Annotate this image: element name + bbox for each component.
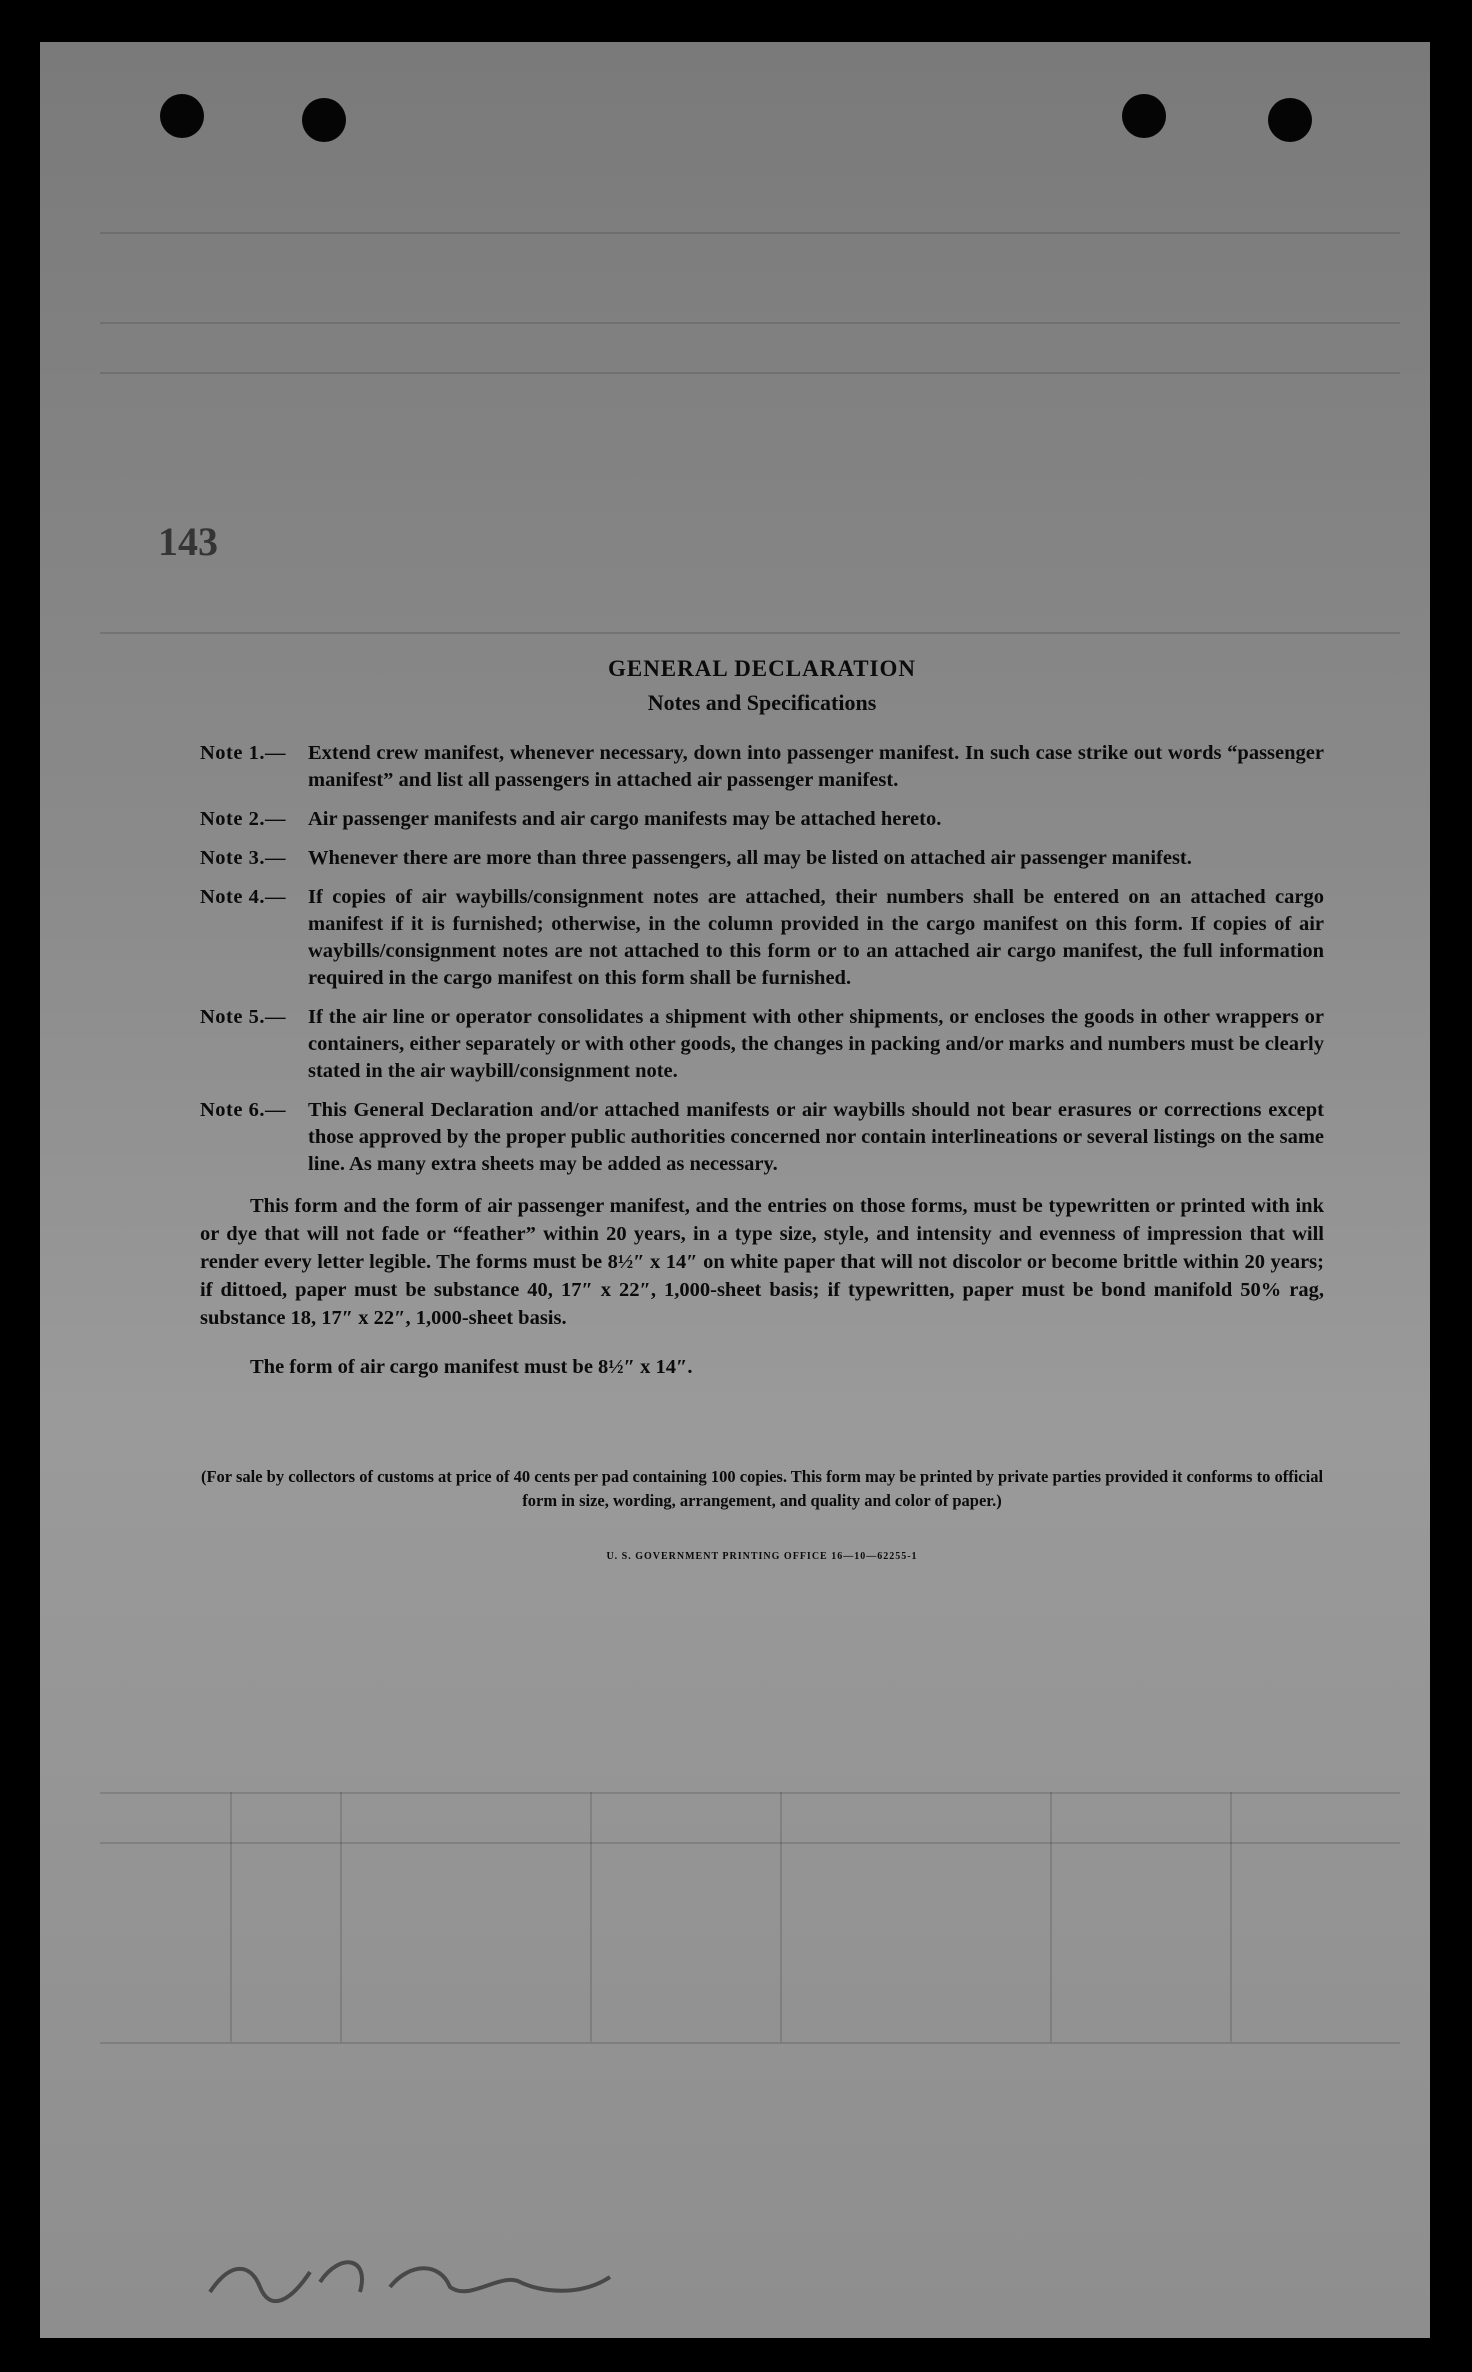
bleed-through-rule — [100, 232, 1400, 234]
bleed-through-rule — [100, 2042, 1400, 2044]
punch-hole-2 — [302, 98, 346, 142]
page-title: GENERAL DECLARATION — [607, 656, 917, 681]
signature-drawing — [200, 2242, 620, 2326]
bleed-through-rule — [230, 1792, 232, 2042]
note-text: If the air line or operator consolidates a shipment with other shipments, or encloses the goods in other wrappers or containers, either separately or with other goods, the changes in packing and/or marks and numbers must be clearly stated in the air waybill/consignment note. — [308, 1006, 1324, 1082]
bleed-through-rule — [100, 1792, 1400, 1794]
note-4 — [200, 884, 1324, 992]
note-5 — [200, 1004, 1324, 1085]
notes-list — [200, 740, 1324, 1178]
cargo-form-sentence: The form of air cargo manifest must be 8½″ x 14″. — [250, 1355, 693, 1378]
bleed-through-rule — [1050, 1792, 1052, 2042]
note-6 — [200, 1097, 1324, 1178]
bleed-through-rule — [100, 632, 1400, 634]
bleed-through-rule — [100, 1842, 1400, 1844]
note-text: If copies of air waybills/consignment notes are attached, their numbers shall be entered on an attached cargo manifest if it is furnished; otherwise, in the column provided in the cargo manifest on this form. If copies of air waybills/consignment notes are not attached to this form or to an attached air cargo manifest, the full information required in the cargo manifest on this form shall be furnished. — [308, 886, 1324, 989]
note-label: Note 2.— — [200, 808, 286, 830]
note-label: Note 3.— — [200, 847, 286, 869]
specification-paragraph: This form and the form of air passenger manifest, and the entries on those forms, must be typewritten or printed with ink or dye that will not fade or “feather” within 20 years, in a type size, style, and intensity and evenness of impression that will render every letter legible. The forms must be 8½″ x 14″ on white paper that will not discolor or become brittle within 20 years; if dittoed, paper must be substance 40, 17″ x 22″, 1,000-sheet basis; if typewritten, paper must be bond manifold 50% rag, substance 18, 17″ x 22″, 1,000-sheet basis. — [200, 1195, 1324, 1329]
notes-and-specifications — [200, 656, 1324, 1562]
punch-hole-3 — [1122, 94, 1166, 138]
note-3 — [200, 845, 1324, 872]
document-sheet — [40, 42, 1430, 2338]
note-text: Extend crew manifest, whenever necessary, down into passenger manifest. In such case strike out words “passenger manifest” and list all passengers in attached air passenger manifest. — [308, 742, 1324, 791]
punch-hole-1 — [160, 94, 204, 138]
bleed-through-rule — [340, 1792, 342, 2042]
handwritten-number: 143 — [158, 519, 218, 564]
note-label: Note 6.— — [200, 1099, 286, 1121]
note-text: Air passenger manifests and air cargo manifests may be attached hereto. — [308, 808, 942, 830]
note-label: Note 4.— — [200, 886, 286, 908]
note-text: Whenever there are more than three passengers, all may be listed on attached air passenger manifest. — [308, 847, 1192, 869]
printing-office-line: U. S. GOVERNMENT PRINTING OFFICE 16—10—62255-1 — [606, 1550, 918, 1562]
bleed-through-rule — [100, 322, 1400, 324]
bleed-through-rule — [100, 372, 1400, 374]
sale-notice: (For sale by collectors of customs at price of 40 cents per pad containing 100 copies. This form may be printed by private parties provided it conforms to official form in size, wording, arrangement, and quality and color of paper.) — [200, 1466, 1324, 1510]
note-label: Note 1.— — [200, 742, 286, 764]
note-2 — [200, 806, 1324, 833]
bleed-through-rule — [780, 1792, 782, 2042]
punch-hole-4 — [1268, 98, 1312, 142]
page-subtitle: Notes and Specifications — [647, 690, 877, 715]
bleed-through-rule — [1230, 1792, 1232, 2042]
note-text: This General Declaration and/or attached manifests or air waybills should not bear erasures or corrections except those approved by the proper public authorities concerned nor contain interlineations or several listings on the same line. As many extra sheets may be added as necessary. — [308, 1099, 1324, 1175]
note-label: Note 5.— — [200, 1006, 286, 1028]
note-1 — [200, 740, 1324, 794]
bleed-through-rule — [590, 1792, 592, 2042]
